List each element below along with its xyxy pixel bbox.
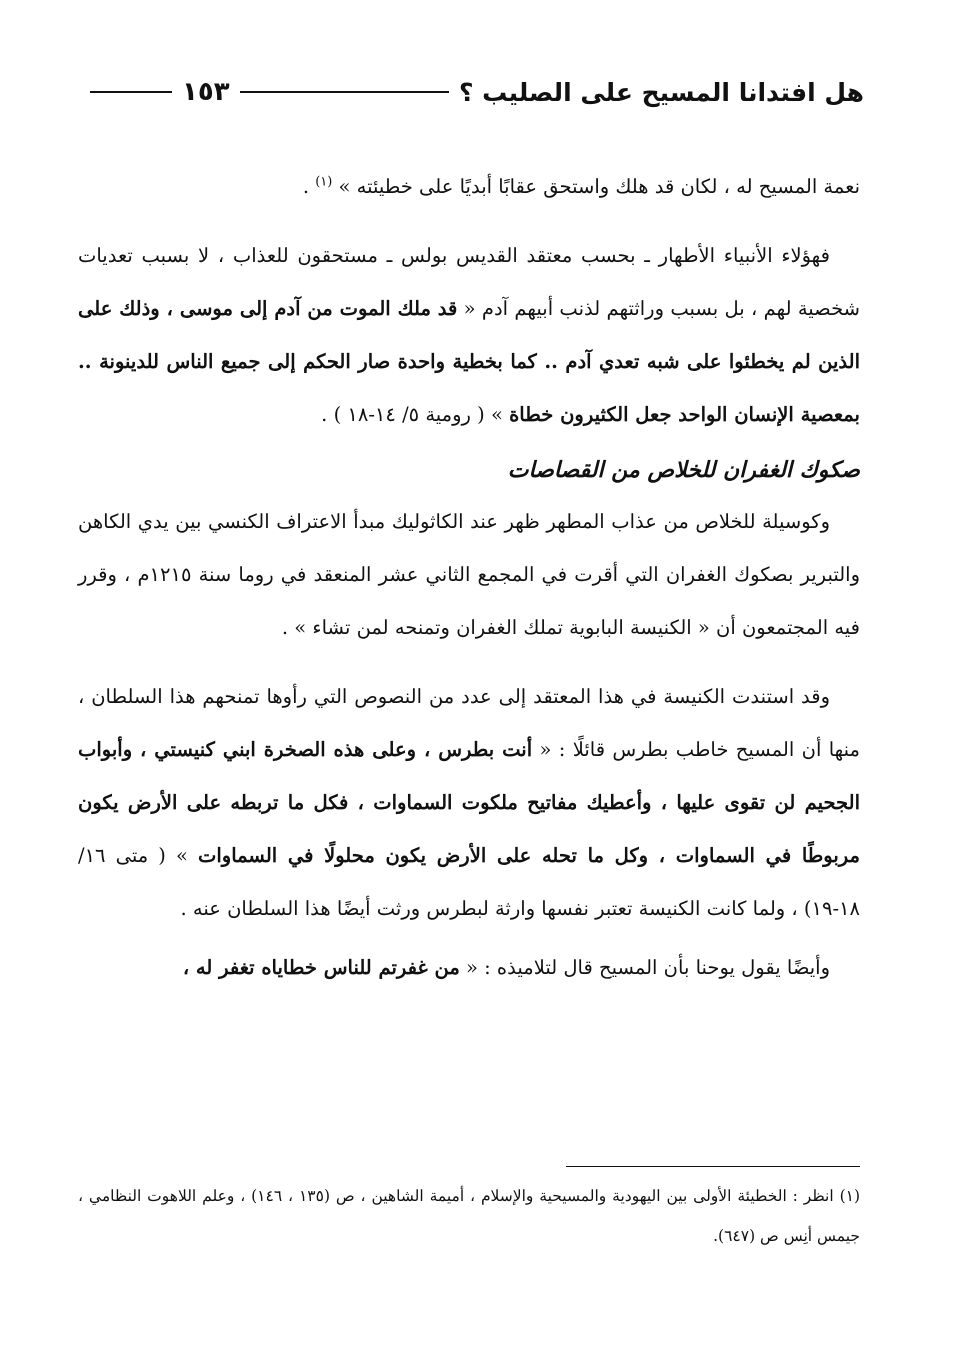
paragraph-2 bbox=[78, 229, 860, 441]
header-rule-end bbox=[90, 91, 172, 93]
paragraph-4-text: وقد استندت الكنيسة في هذا المعتقد إلى عدد من النصوص التي رأوها تمنحهم هذا السلطان ، منها أن المسيح خاطب بطرس قائلًا : « bbox=[78, 685, 860, 761]
footnote-reference: (١) bbox=[315, 174, 333, 190]
section-heading: صكوك الغفران للخلاص من القصاصات bbox=[507, 458, 860, 483]
paragraph-2-quote: قد ملك الموت من آدم إلى موسى ، وذلك على الذين لم يخطئوا على شبه تعدي آدم .. كما بخطية واحدة صار الحكم إلى جميع الناس للدينونة .. بمعصية الإنسان الواحد جعل الكثيرون خطاة bbox=[78, 297, 860, 426]
running-header bbox=[80, 72, 864, 112]
paragraph-1 bbox=[78, 160, 860, 213]
paragraph-1-end: . bbox=[302, 175, 316, 198]
paragraph-3: وكوسيلة للخلاص من عذاب المطهر ظهر عند الكاثوليك مبدأ الاعتراف الكنسي بين يدي الكاهن والتبرير بصكوك الغفران التي أقرت في المجمع الثاني عشر المنعقد في روما سنة ١٢١٥م ، وقرر فيه المجتمعون أن « الكنيسة البابوية تملك الغفران وتمنحه لمن تشاء » . bbox=[78, 510, 860, 639]
paragraph-4-quote: أنت بطرس ، وعلى هذه الصخرة ابني كنيستي ، وأبواب الجحيم لن تقوى عليها ، وأعطيك مفاتيح ملكوت السماوات ، فكل ما تربطه على الأرض يكون مربوطًا في السماوات ، وكل ما تحله على الأرض يكون محلولًا في السماوات bbox=[78, 738, 861, 867]
body-text bbox=[78, 160, 860, 994]
paragraph-4-citation: » ( متى ١٦/ ١٨-١٩) ، ولما كانت الكنيسة تعتبر نفسها وارثة لبطرس ورثت أيضًا هذا السلطان عنه . bbox=[78, 844, 860, 920]
header-rule bbox=[240, 91, 449, 93]
paragraph-5-quote: من غفرتم للناس خطاياه تغفر له ، bbox=[182, 956, 460, 979]
footnote-divider bbox=[566, 1166, 860, 1167]
footnotes bbox=[78, 1176, 860, 1256]
paragraph-2-citation: » ( رومية ٥/ ١٤-١٨ ) . bbox=[321, 403, 510, 426]
page-number: ١٥٣ bbox=[182, 77, 230, 107]
header-title: هل افتدانا المسيح على الصليب ؟ bbox=[458, 77, 864, 107]
paragraph-2-text: فهؤلاء الأنبياء الأطهار ـ بحسب معتقد القديس بولس ـ مستحقون للعذاب ، لا بسبب تعديات شخصية لهم ، بل بسبب وراثتهم لذنب أبيهم آدم « bbox=[78, 244, 860, 320]
paragraph-4 bbox=[78, 670, 860, 935]
paragraph-1-text: نعمة المسيح له ، لكان قد هلك واستحق عقابًا أبديًا على خطيئته » bbox=[332, 175, 860, 198]
paragraph-5-text: وأيضًا يقول يوحنا بأن المسيح قال لتلاميذه : « bbox=[459, 956, 830, 979]
paragraph-5 bbox=[78, 941, 860, 994]
footnote-1: (١) انظر : الخطيئة الأولى بين اليهودية والمسيحية والإسلام ، أميمة الشاهين ، ص (١٣٥ ، ١٤٦) ، وعلم اللاهوت النظامي ، جيمس أنِس ص (٦٤٧). bbox=[78, 1187, 861, 1245]
